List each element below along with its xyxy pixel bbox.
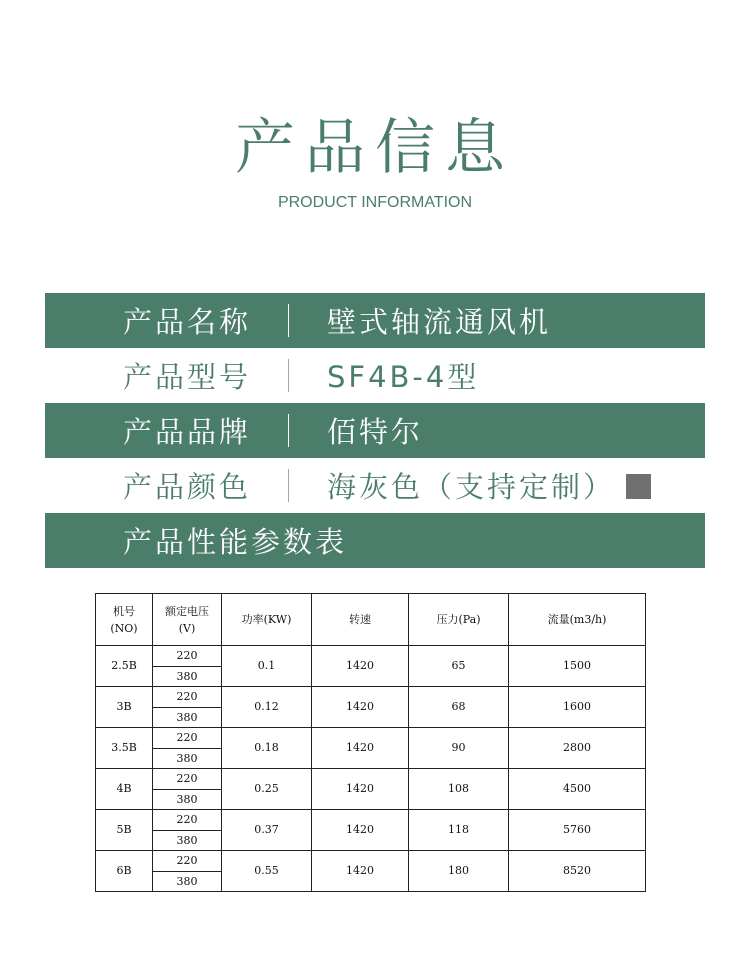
color-swatch [626,474,651,499]
table-row [96,646,646,667]
info-value: 佰特尔 [327,415,424,449]
cell-no: 2.5B [96,646,153,687]
table-row [96,810,646,831]
divider [288,359,289,392]
info-label: 产品颜色 [123,470,252,504]
info-label: 产品型号 [123,360,252,394]
cell-voltage: 220 [153,646,222,667]
cell-speed: 1420 [312,687,409,728]
cell-pressure: 118 [409,810,509,851]
cell-voltage: 380 [153,707,222,728]
cell-power: 0.12 [222,687,312,728]
info-value: 壁式轴流通风机 [327,305,552,339]
cell-flow: 1500 [509,646,646,687]
cell-pressure: 65 [409,646,509,687]
info-row-name [45,293,705,348]
cell-pressure: 180 [409,851,509,892]
table-row [96,769,646,790]
cell-no: 6B [96,851,153,892]
cell-power: 0.37 [222,810,312,851]
table-row [96,851,646,872]
cell-voltage: 380 [153,666,222,687]
cell-no: 3B [96,687,153,728]
cell-no: 3.5B [96,728,153,769]
cell-power: 0.55 [222,851,312,892]
cell-power: 0.25 [222,769,312,810]
divider [288,469,289,502]
cell-speed: 1420 [312,851,409,892]
page-title: 产品信息 [235,113,515,183]
cell-voltage: 380 [153,871,222,892]
cell-pressure: 90 [409,728,509,769]
cell-voltage: 380 [153,748,222,769]
divider [288,414,289,447]
divider [288,304,289,337]
info-value: SF4B-4型 [327,360,480,394]
section-heading: 产品性能参数表 [123,525,348,559]
header-cell-voltage: 额定电压 (V) [153,594,222,646]
info-value: 海灰色（支持定制） [327,470,616,504]
cell-flow: 8520 [509,851,646,892]
cell-voltage: 220 [153,728,222,749]
page-subtitle: PRODUCT INFORMATION [277,194,473,211]
info-row-color [45,458,705,513]
cell-voltage: 220 [153,810,222,831]
cell-voltage: 220 [153,687,222,708]
performance-table [95,593,646,892]
cell-power: 0.1 [222,646,312,687]
cell-speed: 1420 [312,769,409,810]
cell-no: 5B [96,810,153,851]
header-cell-power: 功率(KW) [222,594,312,646]
cell-pressure: 68 [409,687,509,728]
cell-voltage: 220 [153,769,222,790]
header-cell-speed: 转速 [312,594,409,646]
header-cell-no: 机号 (NO) [96,594,153,646]
cell-flow: 1600 [509,687,646,728]
cell-voltage: 380 [153,789,222,810]
cell-power: 0.18 [222,728,312,769]
cell-speed: 1420 [312,810,409,851]
cell-voltage: 220 [153,851,222,872]
info-row-model [45,348,705,403]
info-label: 产品名称 [123,305,252,339]
header-cell-flow: 流量(m3/h) [509,594,646,646]
info-label: 产品品牌 [123,415,252,449]
table-row [96,687,646,708]
cell-flow: 2800 [509,728,646,769]
cell-speed: 1420 [312,646,409,687]
cell-speed: 1420 [312,728,409,769]
cell-flow: 4500 [509,769,646,810]
cell-flow: 5760 [509,810,646,851]
table-row [96,728,646,749]
cell-voltage: 380 [153,830,222,851]
info-row-brand [45,403,705,458]
cell-pressure: 108 [409,769,509,810]
table-header-row [96,594,646,646]
header-cell-pressure: 压力(Pa) [409,594,509,646]
cell-no: 4B [96,769,153,810]
info-row-params-heading [45,513,705,568]
